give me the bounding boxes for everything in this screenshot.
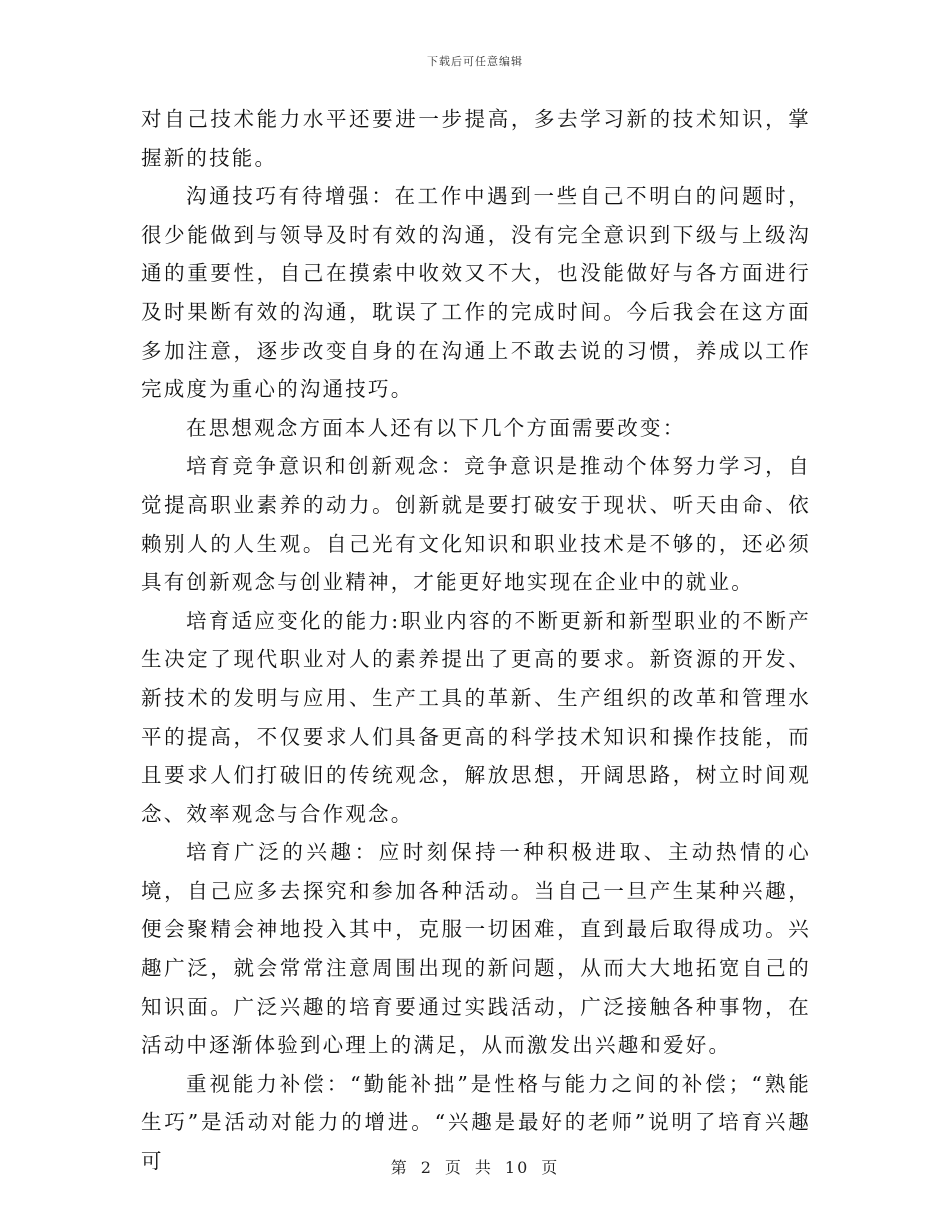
footer-current-page: 2: [420, 1158, 433, 1177]
document-body: [141, 100, 811, 1181]
footer-label-page-unit: 页: [444, 1158, 463, 1177]
footer-label-total: 共: [474, 1158, 493, 1177]
page-header: 下载后可任意编辑: [427, 55, 523, 68]
paragraph-continuation: 对自己技术能力水平还要进一步提高，多去学习新的技术知识，掌握新的技能。: [141, 107, 811, 170]
footer-label-total-unit: 页: [541, 1158, 560, 1177]
footer-label-page: 第: [390, 1158, 409, 1177]
paragraph-compensation: 重视能力补偿：“勤能补拙”是性格与能力之间的补偿；“熟能生巧”是活动对能力的增进。“兴趣是最好的老师”说明了培育兴趣可: [141, 1071, 811, 1174]
paragraph-communication: 沟通技巧有待增强：在工作中遇到一些自己不明白的问题时，很少能做到与领导及时有效的沟通，没有完全意识到下级与上级沟通的重要性，自己在摸索中收效又不大，也没能做好与各方面进行及时果断有效的沟通，耽误了工作的完成时间。今后我会在这方面多加注意，逐步改变自身的在沟通上不敢去说的习惯，养成以工作完成度为重心的沟通技巧。: [141, 184, 811, 402]
page-footer: [0, 1155, 950, 1178]
paragraph-mindset-intro: 在思想观念方面本人还有以下几个方面需要改变：: [186, 415, 686, 440]
paragraph-interests: 培育广泛的兴趣：应时刻保持一种积极进取、主动热情的心境，自己应多去探究和参加各种活动。当自己一旦产生某种兴趣，便会聚精会神地投入其中，克服一切困难，直到最后取得成功。兴趣广泛，就会常常注意周围出现的新问题，从而大大地拓宽自己的知识面。广泛兴趣的培育要通过实践活动，广泛接触各种事物，在活动中逐渐体验到心理上的满足，从而激发出兴趣和爱好。: [141, 840, 811, 1058]
footer-total-pages: 10: [504, 1158, 530, 1177]
paragraph-adaptability: 培育适应变化的能力:职业内容的不断更新和新型职业的不断产生决定了现代职业对人的素养提出了更高的要求。新资源的开发、新技术的发明与应用、生产工具的革新、生产组织的改革和管理水平的提高，不仅要求人们具备更高的科学技术知识和操作技能，而且要求人们打破旧的传统观念，解放思想，开阔思路，树立时间观念、效率观念与合作观念。: [141, 608, 811, 826]
paragraph-competition: 培育竞争意识和创新观念：竞争意识是推动个体努力学习，自觉提高职业素养的动力。创新就是要打破安于现状、听天由命、依赖别人的人生观。自己光有文化知识和职业技术是不够的，还必须具有创新观念与创业精神，才能更好地实现在企业中的就业。: [141, 454, 811, 595]
